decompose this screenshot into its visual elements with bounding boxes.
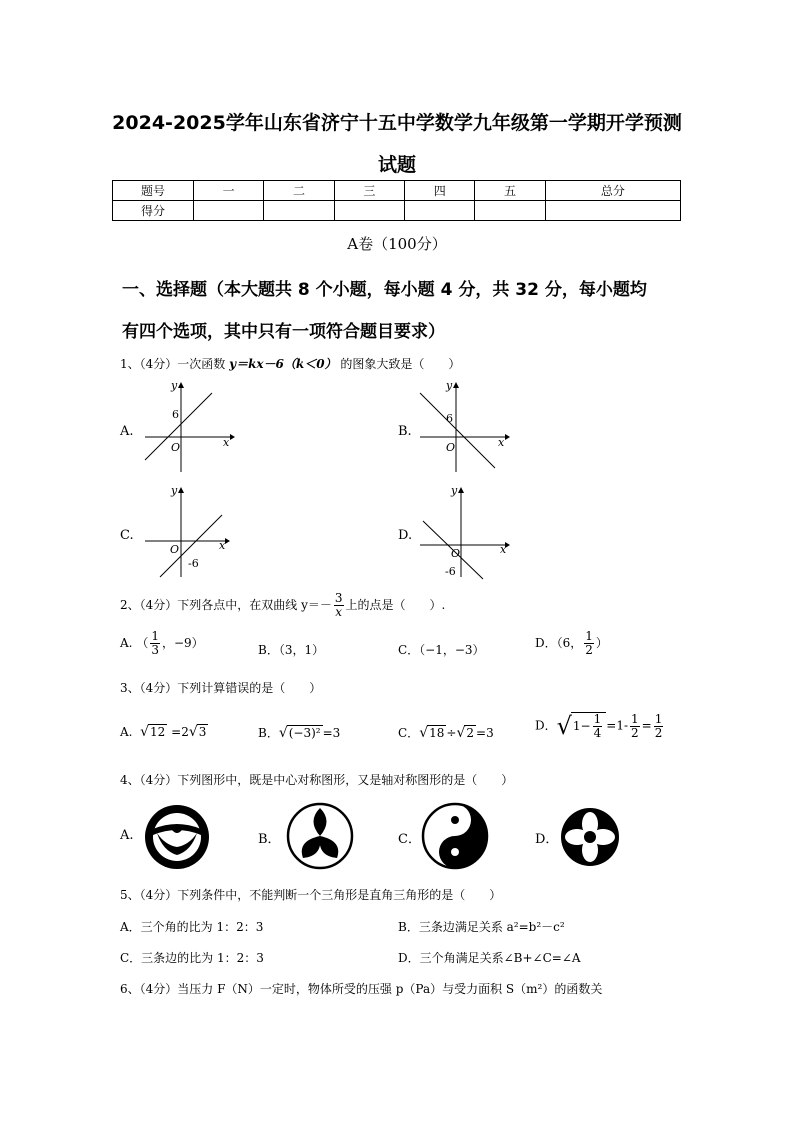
q1-graph-d[interactable] <box>415 485 515 580</box>
q1-graph-c[interactable] <box>140 485 235 580</box>
exam-title-line1: 2024-2025学年山东省济宁十五中学数学九年级第一学期开学预测 <box>112 112 682 134</box>
q3-option-d[interactable]: D．√1− $\frac{1}{4}$ =1- $\frac{1}{2}$ = $\frac{1}{2}$ <box>535 711 663 740</box>
q4-option-d-label[interactable]: D． <box>535 832 559 847</box>
axis-x-label: x <box>498 436 505 449</box>
q1-graph-b[interactable] <box>415 380 510 475</box>
q5-option-b[interactable]: B．三条边满足关系 a²=b²－c² <box>398 920 565 934</box>
q1-option-c-label[interactable]: C. <box>120 528 134 543</box>
question-5-stem: 5、（4分）下列条件中，不能判断一个三角形是直角三角形的是（ ） <box>120 888 502 902</box>
intercept-label: 6 <box>172 408 179 421</box>
score-input-cell[interactable] <box>194 201 264 221</box>
q1-formula: y＝kx－6（k＜0） <box>229 357 337 371</box>
q5-option-a[interactable]: A．三个角的比为 1：2：3 <box>120 920 264 934</box>
question-3-stem: 3、（4分）下列计算错误的是（ ） <box>120 681 322 695</box>
q1-option-b-label[interactable]: B. <box>398 424 412 439</box>
axis-y-label: y <box>446 380 453 392</box>
score-cell: 三 <box>334 181 404 201</box>
score-cell: 得分 <box>113 201 194 221</box>
score-cell: 二 <box>264 181 334 201</box>
q2-fraction: $\frac{3}{x}$ <box>334 591 343 619</box>
q2-option-b[interactable]: B．（3，1） <box>258 643 325 657</box>
q1-option-a-label[interactable]: A. <box>120 424 134 439</box>
origin-label: O <box>446 441 456 454</box>
q4-figure-b[interactable] <box>285 801 355 871</box>
score-cell: 一 <box>194 181 264 201</box>
exam-title-line2: 试题 <box>377 154 416 176</box>
q1-option-d-label[interactable]: D. <box>398 528 413 543</box>
q1-graph-a[interactable] <box>140 380 235 475</box>
q4-option-a-label[interactable]: A. <box>120 828 134 843</box>
score-input-cell[interactable] <box>405 201 475 221</box>
origin-label: O <box>451 547 461 560</box>
q4-figure-a[interactable] <box>143 803 211 871</box>
axis-y-label: y <box>451 485 458 497</box>
q4-option-c-label[interactable]: C． <box>398 832 421 847</box>
question-1-stem: 1、（4分）一次函数 y＝kx－6（k＜0） 的图象大致是（ ） <box>120 357 461 371</box>
axis-y-label: y <box>171 485 178 497</box>
axis-y-label: y <box>171 380 178 392</box>
part1-heading-line2: 有四个选项，其中只有一项符合题目要求） <box>122 322 445 342</box>
q4-figure-d[interactable] <box>559 806 621 868</box>
question-6-stem: 6、（4分）当压力 F（N）一定时，物体所受的压强 p（Pa）与受力面积 S（m²）的函数关 <box>120 982 603 996</box>
q5-option-c[interactable]: C．三条边的比为 1：2：3 <box>120 951 264 965</box>
intercept-label: 6 <box>446 412 453 425</box>
q3-option-c[interactable]: C．√18 ÷√2 =3 <box>398 725 494 741</box>
q2-option-c[interactable]: C．（−1，−3） <box>398 643 485 657</box>
origin-label: O <box>170 543 180 556</box>
q3-option-b[interactable]: B．√(−3)² =3 <box>258 725 341 741</box>
score-input-cell[interactable] <box>545 201 680 221</box>
score-input-cell[interactable] <box>264 201 334 221</box>
axis-x-label: x <box>500 543 507 556</box>
score-input-cell[interactable] <box>475 201 545 221</box>
section-a-heading: A卷（100分） <box>347 235 447 253</box>
score-table <box>112 180 681 221</box>
score-cell: 四 <box>405 181 475 201</box>
q4-figure-c[interactable] <box>420 801 490 871</box>
score-cell: 题号 <box>113 181 194 201</box>
score-table-header-row <box>113 181 681 201</box>
score-cell: 五 <box>475 181 545 201</box>
q4-option-b-label[interactable]: B． <box>258 832 281 847</box>
q3-option-a[interactable]: A. √12 =2√3 <box>120 724 207 740</box>
part1-heading-line1: 一、选择题（本大题共 8 个小题，每小题 4 分，共 32 分，每小题均 <box>122 280 647 300</box>
intercept-label: -6 <box>445 565 456 578</box>
q5-option-d[interactable]: D．三个角满足关系∠B+∠C=∠A <box>398 951 581 965</box>
axis-x-label: x <box>223 436 230 449</box>
q2-option-a[interactable]: A. （ $\frac{1}{3}$ ，−9） <box>120 629 204 657</box>
question-2-stem: 2、（4分）下列各点中，在双曲线 y＝－ $\frac{3}{x}$ 上的点是（ ）. <box>120 591 446 619</box>
origin-label: O <box>171 441 181 454</box>
question-4-stem: 4、（4分）下列图形中，既是中心对称图形，又是轴对称图形的是（ ） <box>120 773 514 787</box>
intercept-label: -6 <box>188 557 199 570</box>
axis-x-label: x <box>219 539 226 552</box>
score-input-cell[interactable] <box>334 201 404 221</box>
score-cell: 总分 <box>545 181 680 201</box>
q2-option-d[interactable]: D．（6， $\frac{1}{2}$ ） <box>535 629 608 657</box>
score-table-score-row <box>113 201 681 221</box>
